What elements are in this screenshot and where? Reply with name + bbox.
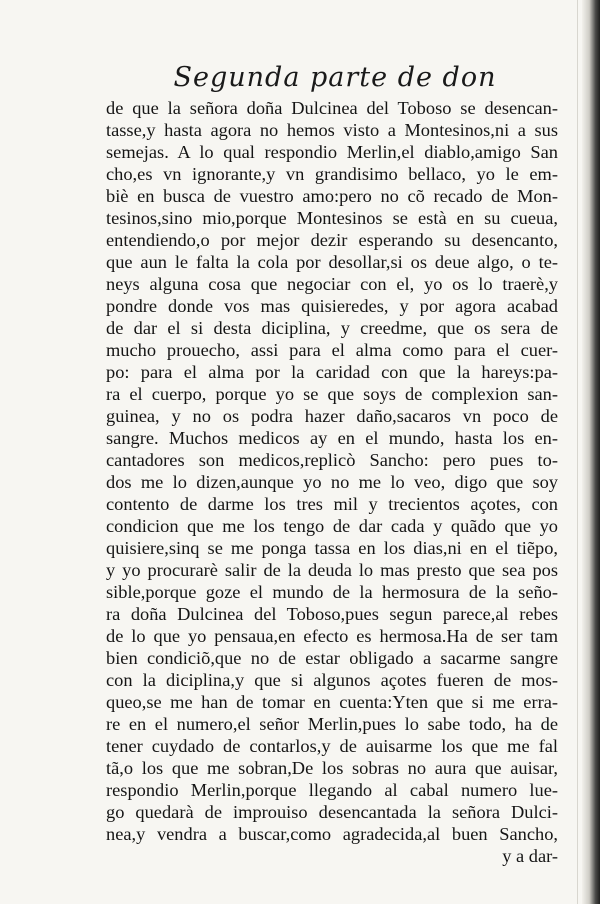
text-line-22: y yo procurarè salir de la deuda lo mas presto que sea pos <box>106 560 558 580</box>
text-line-26: bien condiciõ,que no de estar obligado a sacarme sangre <box>106 648 558 668</box>
text-block <box>106 97 558 867</box>
text-line-6: tesinos,sino mio,porque Montesinos se està en su cueua, <box>106 208 558 228</box>
text-line-2: tasse,y hasta agora no hemos visto a Montesinos,ni a sus <box>106 120 558 140</box>
text-line-17: cantadores son medicos,replicò Sancho: pero pues to- <box>106 450 558 470</box>
text-line-21: quisiere,sinq se me ponga tassa en los dias,ni en el tiẽpo, <box>106 538 558 558</box>
text-line-4: cho,es vn ignorante,y vn grandisimo bellaco, yo le em- <box>106 164 558 184</box>
text-line-29: re en el numero,el señor Merlin,pues lo sabe todo, ha de <box>106 714 558 734</box>
text-line-9: neys alguna cosa que negociar con el, yo os lo traerè,y <box>106 274 558 294</box>
text-line-32: respondio Merlin,porque llegando al cabal numero lue- <box>106 780 558 800</box>
text-line-7: entendiendo,o por mejor dezir esperando su desencanto, <box>106 230 558 250</box>
text-line-5: biè en busca de vuestro amo:pero no cõ recado de Mon- <box>106 186 558 206</box>
text-line-23: sible,porque goze el mundo de la hermosura de la seño- <box>106 582 558 602</box>
text-line-27: con la diciplina,y que si algunos açotes fueren de mos- <box>106 670 558 690</box>
text-line-19: contento de darme los tres mil y trecientos açotes, con <box>106 494 558 514</box>
book-spine-shadow <box>582 0 600 904</box>
text-line-10: pondre donde vos mas quisieredes, y por agora acabad <box>106 296 558 316</box>
text-line-13: po: para el alma por la caridad con que la hareys:pa- <box>106 362 558 382</box>
page-edge-line <box>577 0 578 904</box>
text-line-25: de lo que yo pensaua,en efecto es hermosa.Ha de ser tam <box>106 626 558 646</box>
text-line-14: ra el cuerpo, porque yo se que soys de complexion san- <box>106 384 558 404</box>
text-line-20: condicion que me los tengo de dar cada y quãdo que yo <box>106 516 558 536</box>
text-line-16: sangre. Muchos medicos ay en el mundo, hasta los en- <box>106 428 558 448</box>
text-line-8: que aun le falta la cola por desollar,si os deue algo, o te- <box>106 252 558 272</box>
text-line-24: ra doña Dulcinea del Toboso,pues segun parece,al rebes <box>106 604 558 624</box>
running-head: Segunda parte de don <box>173 62 497 93</box>
catchword: y a dar- <box>502 846 558 866</box>
text-line-12: mucho prouecho, assi para el alma como para el cuer- <box>106 340 558 360</box>
text-line-1: de que la señora doña Dulcinea del Toboso se desencan- <box>106 98 558 118</box>
text-line-28: queo,se me han de tomar en cuenta:Yten que si me erra- <box>106 692 558 712</box>
text-line-34: nea,y vendra a buscar,como agradecida,al buen Sancho, <box>106 824 558 844</box>
text-line-31: tã,o los que me sobran,De los sobras no aura que auisar, <box>106 758 558 778</box>
text-line-11: de dar el si desta diciplina, y creedme, que os sera de <box>106 318 558 338</box>
text-line-15: guinea, y no os podra hazer daño,sacaros vn poco de <box>106 406 558 426</box>
text-line-33: go quedarà de improuiso desencantada la señora Dulci- <box>106 802 558 822</box>
text-line-18: dos me lo dizen,aunque yo no me lo veo, digo que soy <box>106 472 558 492</box>
text-line-3: semejas. A lo qual respondio Merlin,el diablo,amigo San <box>106 142 558 162</box>
text-line-30: tener cuydado de contarlos,y de auisarme los que me fal <box>106 736 558 756</box>
